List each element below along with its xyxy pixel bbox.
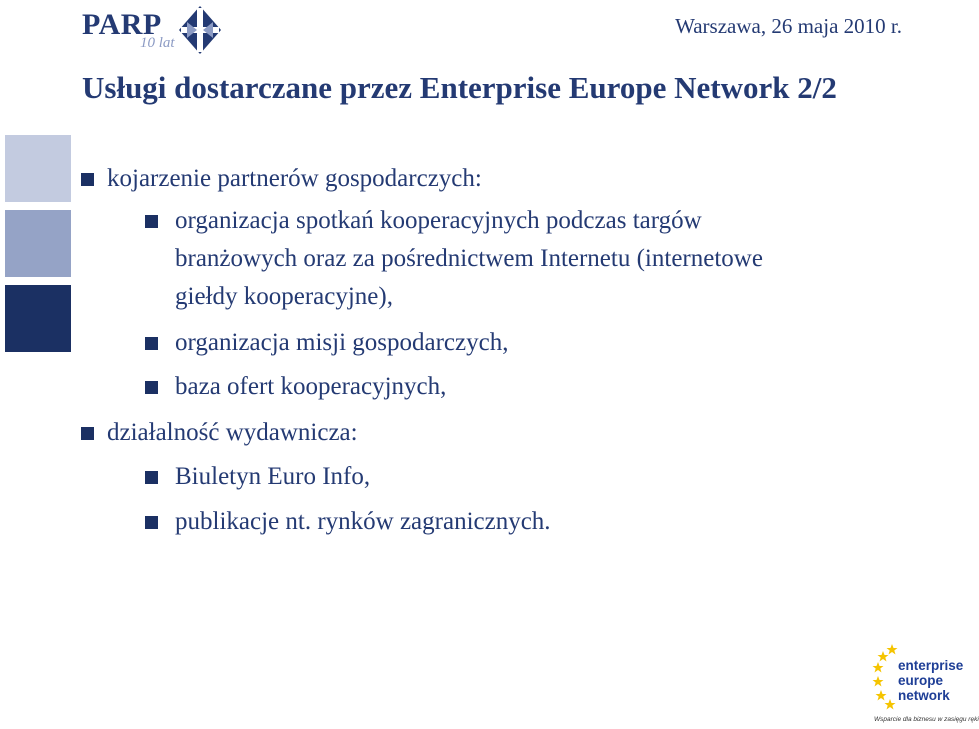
bullet-item: [175, 324, 508, 362]
bullet-text-continuation: giełdy kooperacyjne),: [175, 283, 393, 310]
decorative-block-dark: [5, 285, 71, 352]
bullet-text: publikacje nt. rynków zagranicznych.: [175, 508, 551, 535]
logo-text: PARP: [82, 8, 162, 41]
decorative-block-light: [5, 135, 71, 202]
parp-logo: [82, 4, 227, 56]
square-bullet-icon: [81, 427, 94, 440]
bullet-text: organizacja spotkań kooperacyjnych podczas targów: [175, 207, 702, 234]
bullet-text: organizacja misji gospodarczych,: [175, 329, 509, 356]
square-bullet-icon: [145, 471, 158, 484]
slide-title: Usługi dostarczane przez Enterprise Europe Network 2/2: [82, 70, 837, 105]
bullet-item: [107, 414, 358, 452]
logo-line-europe: europe: [898, 673, 944, 688]
enterprise-europe-network-logo: [872, 642, 979, 728]
bullet-item: [175, 503, 551, 541]
square-bullet-icon: [145, 337, 158, 350]
bullet-item: [175, 202, 702, 240]
bullet-item: [175, 458, 370, 496]
square-bullet-icon: [81, 173, 94, 186]
bullet-text-continuation: branżowych oraz za pośrednictwem Internetu (internetowe: [175, 245, 763, 272]
decorative-block-mid: [5, 210, 71, 277]
square-bullet-icon: [145, 381, 158, 394]
square-bullet-icon: [145, 516, 158, 529]
parp-emblem-icon: [177, 4, 223, 56]
bullet-text: kojarzenie partnerów gospodarczych:: [107, 165, 482, 192]
logo-line-network: network: [898, 688, 950, 703]
logo-line-enterprise: enterprise: [898, 658, 964, 673]
bullet-text: działalność wydawnicza:: [107, 419, 358, 446]
bullet-text: Biuletyn Euro Info,: [175, 463, 371, 490]
date-label: Warszawa, 26 maja 2010 r.: [675, 14, 902, 38]
bullet-text: baza ofert kooperacyjnych,: [175, 373, 447, 400]
logo-tagline: Wsparcie dla biznesu w zasięgu ręki: [874, 716, 979, 723]
bullet-item: [175, 368, 446, 406]
logo-subtext: 10 lat: [140, 35, 175, 51]
bullet-item: [107, 160, 482, 198]
square-bullet-icon: [145, 215, 158, 228]
